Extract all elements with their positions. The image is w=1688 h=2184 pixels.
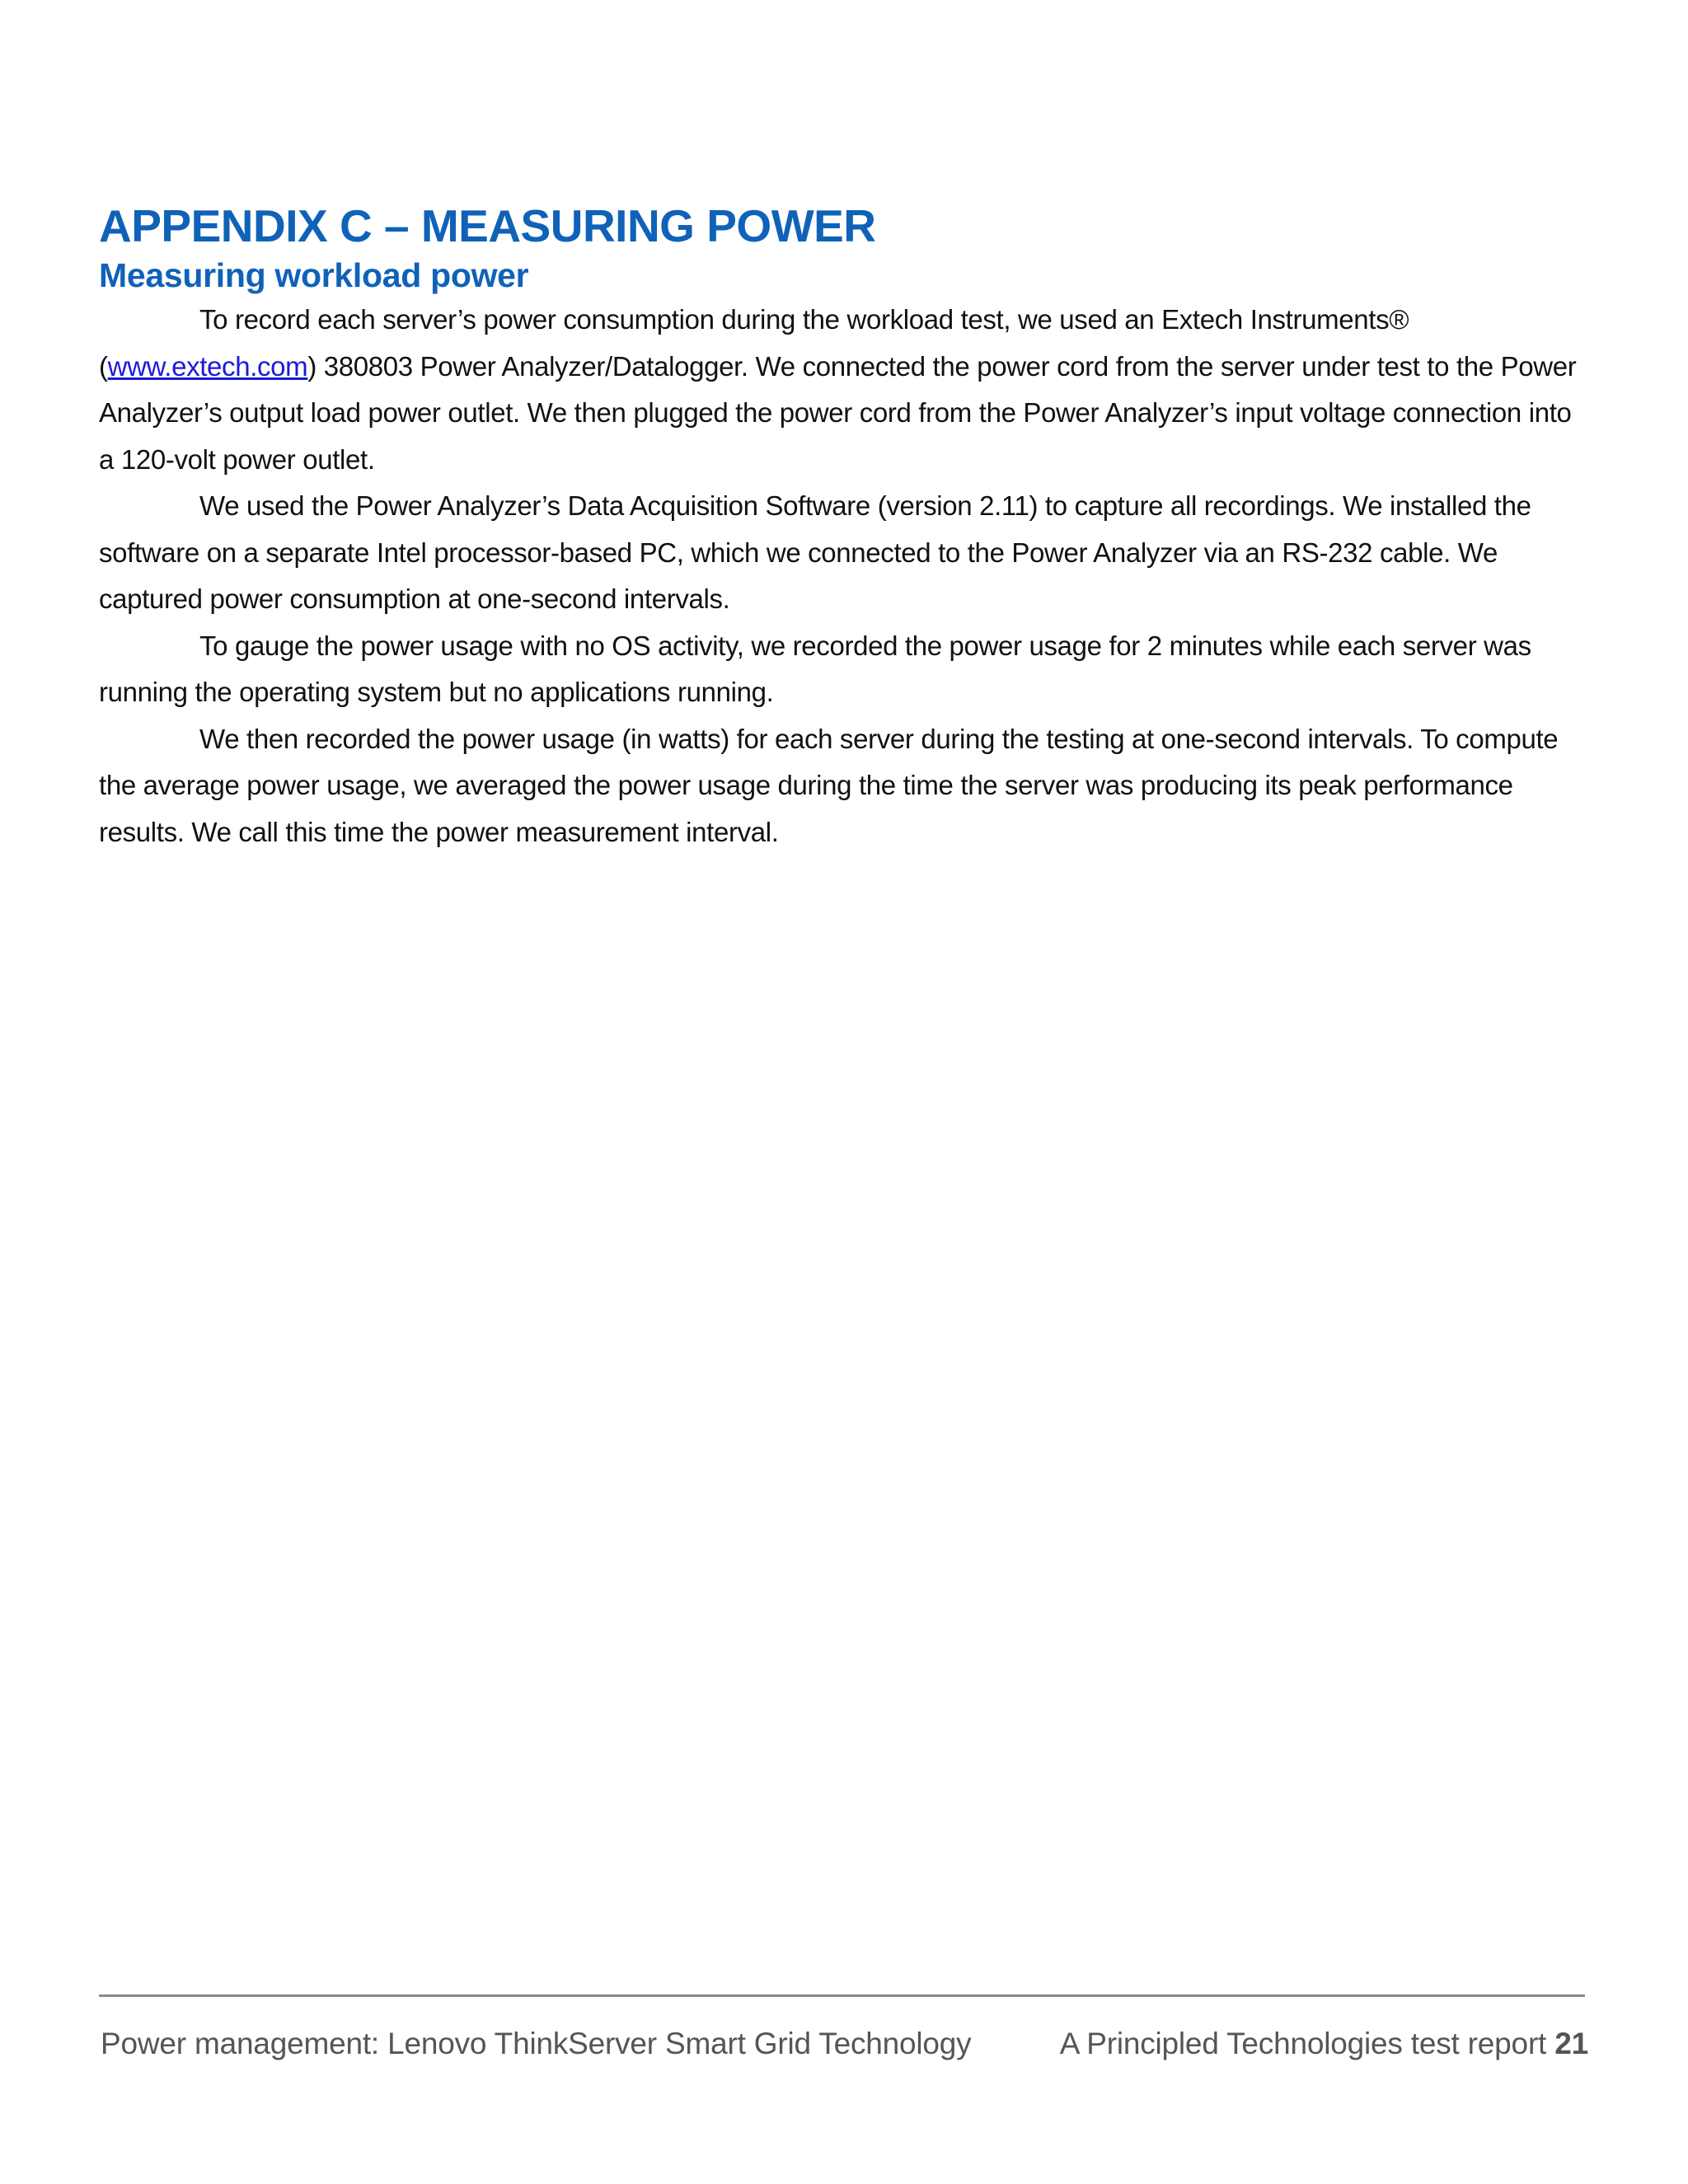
page-content (99, 198, 1582, 855)
section-title: Measuring workload power (99, 256, 529, 294)
paragraph-1 (99, 297, 1582, 483)
appendix-title: APPENDIX C – MEASURING POWER (99, 200, 876, 251)
paragraph-3: To gauge the power usage with no OS activity, we recorded the power usage for 2 minutes while each server was running the operating system but no applications running. (99, 630, 1531, 707)
page-number: 21 (1554, 2027, 1588, 2060)
body-text (99, 297, 1582, 855)
paragraph-2: We used the Power Analyzer’s Data Acquisition Software (version 2.11) to capture all recordings. We installed the software on a separate Intel processor-based PC, which we connected to the Power Analyzer via an RS-232 cable. We captured power consumption at one-second intervals. (99, 490, 1531, 614)
footer-publisher-text: A Principled Technologies test report (1059, 2027, 1547, 2060)
paragraph-1-text-end: ) 380803 Power Analyzer/Datalogger. We connected the power cord from the server under test to the Power Analyzer’s output load power outlet. We then plugged the power cord from the Power Analyzer’s input voltage connection into a 120-volt power outlet. (99, 350, 1577, 475)
footer-report-title: Power management: Lenovo ThinkServer Smart Grid Technology (101, 2027, 972, 2060)
footer-publisher (1060, 2023, 1588, 2064)
footer-divider (99, 1994, 1585, 1997)
paragraph-1-text-start: To record each server’s power consumption during the workload test, we used an Extech Instruments® ( (99, 304, 1409, 382)
paragraph-4: We then recorded the power usage (in watts) for each server during the testing at one-second intervals. To compute the average power usage, we averaged the power usage during the time the server was producing its peak performance results. We call this time the power measurement interval. (99, 723, 1559, 847)
extech-link[interactable]: www.extech.com (107, 350, 308, 382)
page-footer (101, 2023, 1588, 2064)
